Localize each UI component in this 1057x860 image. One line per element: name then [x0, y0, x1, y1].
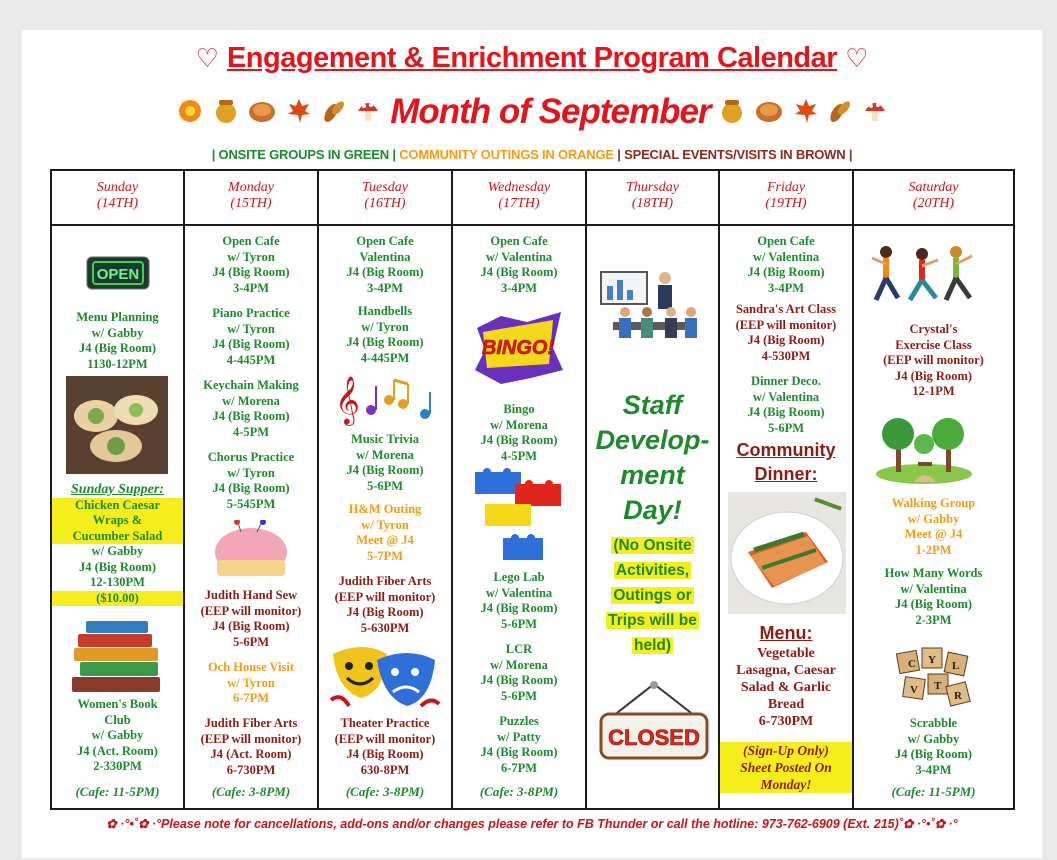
wraps-photo — [66, 376, 168, 479]
heart-icon: ♡ — [845, 43, 869, 73]
day-column-wednesday — [453, 171, 587, 808]
event-book-club: Women's Book Club w/ Gabby J4 (Act. Room) 2-330PM — [77, 697, 158, 773]
scrabble-tiles-icon — [894, 646, 974, 719]
event-hm-outing: H&M Outing w/ Tyron Meet @ J4 5-7PM — [348, 502, 422, 563]
svg-text:Y: Y — [928, 654, 936, 666]
event-exercise-class: Crystal's Exercise Class (EEP will monitor) J4 (Big Room) 12-1PM — [883, 322, 984, 398]
cafe-hours: (Cafe: 3-8PM) — [211, 784, 291, 799]
park-trees-icon — [874, 412, 974, 489]
month-heading: Month of September — [22, 92, 1042, 132]
event-piano-practice: Piano Practice w/ Tyron J4 (Big Room) 4-445PM — [212, 306, 290, 367]
color-legend: | ONSITE GROUPS IN GREEN | COMMUNITY OUTINGS IN ORANGE | SPECIAL EVENTS/VISITS IN BROWN | — [211, 147, 853, 162]
pie-icon — [755, 99, 783, 129]
event-lego-lab: Lego Lab w/ Valentina J4 (Big Room) 5-6PM — [480, 570, 558, 631]
event-och-house-visit: Och House Visit w/ Tyron 6-7PM — [207, 660, 295, 705]
pincushion-icon — [211, 520, 291, 587]
event-open-cafe: Open Cafe w/ Valentina J4 (Big Room) 3-4PM — [480, 234, 558, 295]
staff-development-day: Staff Develop- ment Day! — [595, 390, 710, 525]
honey-pot-icon — [214, 98, 238, 130]
mushroom-icon — [356, 98, 380, 130]
day-column-thursday — [587, 171, 720, 808]
event-lcr: LCR w/ Morena J4 (Big Room) 5-6PM — [480, 642, 558, 703]
event-handbells: Handbells w/ Tyron J4 (Big Room) 4-445PM — [346, 304, 424, 365]
leaves-icon — [828, 98, 852, 130]
leaves-icon — [322, 98, 346, 130]
open-sign-icon — [86, 256, 150, 295]
day-column-monday — [185, 171, 319, 808]
day-header: Monday (15TH) — [185, 171, 317, 226]
books-icon — [70, 619, 164, 700]
day-column-friday — [720, 171, 854, 808]
exercise-class-icon — [868, 244, 978, 309]
cafe-hours: (Cafe: 11-5PM) — [891, 784, 976, 799]
day-column-saturday — [854, 171, 1013, 808]
event-puzzles: Puzzles w/ Patty J4 (Big Room) 6-7PM — [480, 714, 558, 775]
footer-notice: ✿ ·°•˚✿ ·°Please note for cancellations, add-ons and/or changes please refer to FB Thunder or call the hotline: 973-762-6909 (Ext. 215)˚✿ ·°•˚✿ ·° — [106, 817, 958, 831]
lego-bricks-icon — [473, 468, 565, 569]
day-header: Wednesday (17TH) — [453, 171, 585, 226]
event-open-cafe: Open Cafe w/ Valentina J4 (Big Room) 3-4PM — [747, 234, 825, 295]
no-onsite-notice: (No Onsite Activities, Outings or Trips will be held) — [608, 537, 697, 654]
event-bingo: Bingo w/ Morena J4 (Big Room) 4-5PM — [480, 402, 558, 463]
cafe-hours: (Cafe: 3-8PM) — [345, 784, 425, 799]
pie-icon — [248, 99, 276, 129]
calendar-grid — [50, 169, 1015, 810]
event-walking-group: Walking Group w/ Gabby Meet @ J4 1-2PM — [891, 496, 976, 557]
event-how-many-words: How Many Words w/ Valentina J4 (Big Room) 2-3PM — [884, 566, 983, 627]
svg-text:OPEN: OPEN — [96, 266, 140, 283]
svg-text:BINGO!: BINGO! — [481, 337, 555, 359]
event-keychain-making: Keychain Making w/ Morena J4 (Big Room) 4-5PM — [203, 378, 299, 439]
event-art-class: Sandra's Art Class (EEP will monitor) J4 (Big Room) 4-530PM — [735, 302, 837, 363]
event-menu-planning: Menu Planning w/ Gabby J4 (Big Room) 1130-12PM — [76, 310, 159, 371]
theater-masks-icon — [327, 640, 443, 717]
maple-leaf-icon — [287, 98, 311, 130]
day-header: Friday (19TH) — [720, 171, 852, 226]
event-open-cafe: Open Cafe w/ Tyron J4 (Big Room) 3-4PM — [212, 234, 290, 295]
svg-text:T: T — [934, 680, 942, 692]
event-dinner-deco: Dinner Deco. w/ Valentina J4 (Big Room) 5-6PM — [747, 374, 825, 435]
event-theater-practice: Theater Practice (EEP will monitor) J4 (Big Room) 630-8PM — [334, 716, 436, 777]
svg-text:𝄞: 𝄞 — [335, 378, 360, 424]
event-open-cafe: Open Cafe Valentina J4 (Big Room) 3-4PM — [346, 234, 424, 295]
music-notes-icon — [333, 370, 439, 431]
svg-text:CLOSED: CLOSED — [608, 725, 700, 750]
closed-sign-icon — [597, 680, 711, 769]
event-music-trivia: Music Trivia w/ Morena J4 (Big Room) 5-6PM — [346, 432, 424, 493]
lasagna-photo — [728, 492, 846, 619]
mushroom-icon — [863, 98, 887, 130]
event-dinner-menu: Menu: Vegetable Lasagna, Caesar Salad & Garlic Bread 6-730PM — [736, 623, 836, 729]
day-column-sunday — [52, 171, 185, 808]
flower-icon — [177, 98, 203, 130]
maple-leaf-icon — [794, 98, 818, 130]
event-fiber-arts: Judith Fiber Arts (EEP will monitor) J4 (Big Room) 5-630PM — [334, 574, 436, 635]
day-column-tuesday — [319, 171, 453, 808]
cafe-hours: (Cafe: 3-8PM) — [479, 784, 559, 799]
calendar-page — [22, 30, 1042, 858]
cafe-hours: (Cafe: 11-5PM) — [75, 784, 160, 799]
event-scrabble: Scrabble w/ Gabby J4 (Big Room) 3-4PM — [894, 716, 973, 777]
svg-text:L: L — [952, 660, 960, 672]
event-chorus-practice: Chorus Practice w/ Tyron J4 (Big Room) 5-545PM — [207, 450, 295, 511]
event-fiber-arts: Judith Fiber Arts (EEP will monitor) J4 (Act. Room) 6-730PM — [200, 716, 302, 777]
event-sunday-supper: Sunday Supper: Chicken Caesar Wraps & Cucumber Salad w/ Gabby J4 (Big Room) 12-130PM ($10.00) — [52, 482, 183, 606]
bingo-sign-icon — [471, 308, 567, 393]
community-dinner-heading: Community Dinner: — [736, 440, 836, 484]
heart-icon: ♡ — [195, 43, 219, 73]
day-header: Saturday (20TH) — [854, 171, 1013, 226]
svg-text:V: V — [910, 684, 918, 696]
day-header: Thursday (18TH) — [587, 171, 718, 226]
calendar-title: ♡ Engagement & Enrichment Program Calendar ♡ — [195, 42, 869, 74]
event-hand-sew: Judith Hand Sew (EEP will monitor) J4 (Big Room) 5-6PM — [200, 588, 302, 649]
svg-text:R: R — [954, 690, 962, 702]
signup-notice: (Sign-Up Only) Sheet Posted On Monday! — [720, 742, 852, 793]
day-header: Sunday (14TH) — [52, 171, 183, 226]
day-header: Tuesday (16TH) — [319, 171, 451, 226]
staff-meeting-icon — [599, 268, 707, 359]
honey-pot-icon — [720, 98, 744, 130]
svg-text:C: C — [908, 658, 916, 670]
